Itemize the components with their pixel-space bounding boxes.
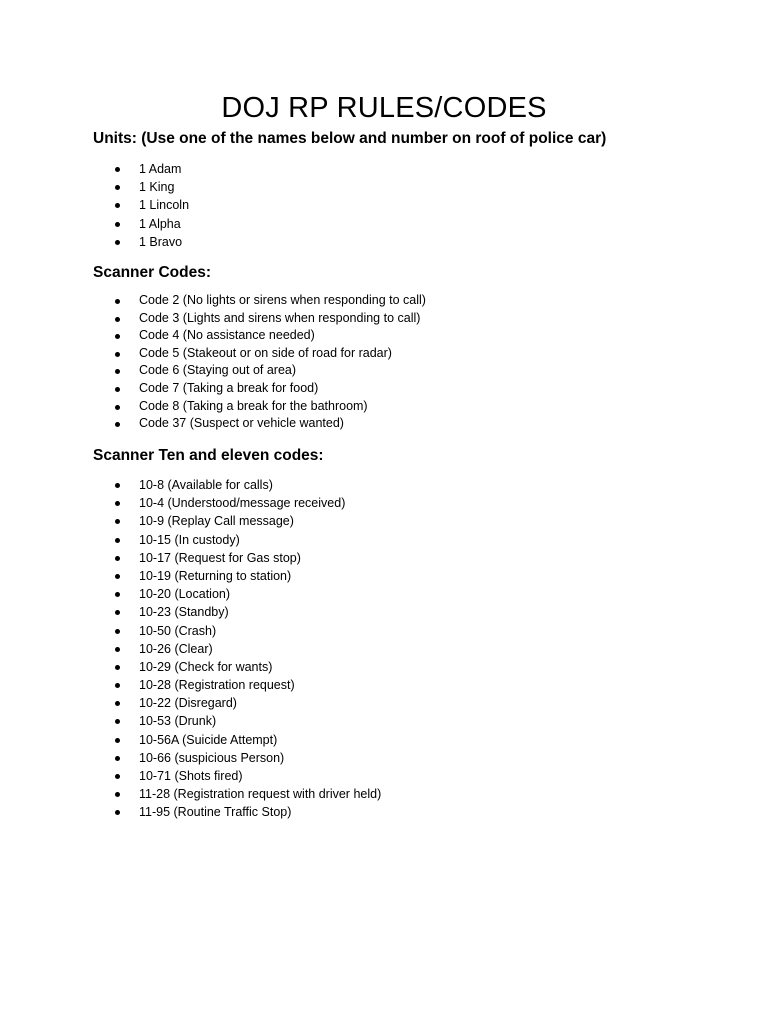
bullet-icon: [115, 629, 120, 634]
scanner-code-item: [0, 292, 426, 310]
ten-code-item: [0, 640, 381, 658]
scanner-code-item-text: Code 8 (Taking a break for the bathroom): [139, 398, 368, 413]
ten-codes-list: [0, 476, 381, 822]
bullet-icon: [115, 299, 120, 304]
bullet-icon: [115, 774, 120, 779]
scanner-code-item: [0, 415, 426, 433]
unit-item: [0, 233, 189, 251]
ten-code-item-text: 10-50 (Crash): [139, 623, 217, 638]
unit-item-text: 1 Bravo: [139, 234, 183, 249]
unit-item: [0, 215, 189, 233]
ten-codes-heading: Scanner Ten and eleven codes:: [93, 447, 324, 464]
units-heading: Units: (Use one of the names below and number on roof of police car): [93, 130, 607, 147]
bullet-icon: [115, 538, 120, 543]
ten-code-item-text: 10-71 (Shots fired): [139, 769, 243, 783]
bullet-icon: [115, 701, 120, 706]
bullet-icon: [115, 665, 120, 670]
bullet-icon: [115, 185, 120, 190]
scanner-code-item: [0, 380, 426, 398]
bullet-icon: [115, 369, 120, 374]
ten-code-item: [0, 676, 381, 694]
ten-code-item-text: 10-20 (Location): [139, 587, 231, 602]
bullet-icon: [115, 317, 120, 322]
bullet-icon: [115, 574, 120, 579]
ten-code-item-text: 10-15 (In custody): [139, 532, 240, 547]
bullet-icon: [115, 519, 120, 524]
ten-code-item-text: 10-28 (Registration request): [139, 678, 295, 693]
scanner-code-item-text: Code 7 (Taking a break for food): [139, 380, 319, 395]
bullet-icon: [115, 501, 120, 506]
ten-code-item-text: 10-66 (suspicious Person): [139, 750, 285, 765]
scanner-code-item-text: Code 5 (Stakeout or on side of road for radar): [139, 345, 392, 360]
scanner-code-item-text: Code 37 (Suspect or vehicle wanted): [139, 416, 344, 431]
ten-code-item-text: 10-29 (Check for wants): [139, 659, 273, 674]
unit-item: [0, 178, 189, 196]
ten-code-item-text: 10-22 (Disregard): [139, 696, 237, 711]
bullet-icon: [115, 683, 120, 688]
unit-item: [0, 160, 189, 178]
bullet-icon: [115, 387, 120, 392]
ten-code-item: [0, 731, 381, 749]
bullet-icon: [115, 167, 120, 172]
units-list: [0, 160, 189, 251]
ten-code-item: [0, 767, 381, 785]
ten-code-item: [0, 785, 381, 803]
ten-code-item-text: 10-17 (Request for Gas stop): [139, 550, 301, 565]
bullet-icon: [115, 483, 120, 488]
ten-code-item-text: 10-19 (Returning to station): [139, 568, 292, 583]
bullet-icon: [115, 647, 120, 652]
ten-code-item-text: 10-53 (Drunk): [139, 714, 217, 729]
scanner-codes-list: [0, 292, 426, 433]
ten-code-item-text: 10-26 (Clear): [139, 641, 213, 656]
unit-item: [0, 196, 189, 214]
unit-item-text: 1 Lincoln: [139, 198, 190, 213]
ten-code-item-text: 11-95 (Routine Traffic Stop): [139, 805, 292, 820]
bullet-icon: [115, 405, 120, 410]
ten-code-item: [0, 512, 381, 530]
bullet-icon: [115, 240, 120, 245]
ten-code-item-text: 11-28 (Registration request with driver held): [139, 787, 382, 802]
scanner-code-item: [0, 345, 426, 363]
ten-code-item-text: 10-8 (Available for calls): [139, 478, 273, 492]
bullet-icon: [115, 222, 120, 227]
scanner-codes-heading: Scanner Codes:: [93, 264, 212, 281]
unit-item-text: 1 King: [139, 180, 175, 195]
ten-code-item: [0, 585, 381, 603]
bullet-icon: [115, 738, 120, 743]
unit-item-text: 1 Adam: [139, 162, 182, 176]
ten-code-item: [0, 476, 381, 494]
ten-code-item: [0, 549, 381, 567]
scanner-code-item: [0, 327, 426, 345]
bullet-icon: [115, 719, 120, 724]
bullet-icon: [115, 610, 120, 615]
bullet-icon: [115, 810, 120, 815]
scanner-code-item-text: Code 2 (No lights or sirens when responding to call): [139, 293, 426, 307]
scanner-code-item: [0, 310, 426, 328]
bullet-icon: [115, 756, 120, 761]
unit-item-text: 1 Alpha: [139, 216, 181, 231]
bullet-icon: [115, 334, 120, 339]
ten-code-item: [0, 749, 381, 767]
scanner-code-item: [0, 398, 426, 416]
bullet-icon: [115, 422, 120, 427]
ten-code-item: [0, 494, 381, 512]
ten-code-item: [0, 694, 381, 712]
scanner-code-item-text: Code 3 (Lights and sirens when responding to call): [139, 310, 421, 325]
ten-code-item-text: 10-4 (Understood/message received): [139, 496, 346, 511]
ten-code-item: [0, 567, 381, 585]
ten-code-item: [0, 712, 381, 730]
ten-code-item: [0, 803, 381, 821]
ten-code-item: [0, 658, 381, 676]
page-title: DOJ RP RULES/CODES: [221, 92, 547, 124]
ten-code-item-text: 10-56A (Suicide Attempt): [139, 732, 278, 747]
bullet-icon: [115, 556, 120, 561]
scanner-code-item-text: Code 6 (Staying out of area): [139, 363, 297, 378]
scanner-code-item-text: Code 4 (No assistance needed): [139, 328, 315, 343]
ten-code-item-text: 10-9 (Replay Call message): [139, 514, 294, 529]
bullet-icon: [115, 792, 120, 797]
scanner-code-item: [0, 362, 426, 380]
ten-code-item: [0, 531, 381, 549]
ten-code-item: [0, 622, 381, 640]
bullet-icon: [115, 352, 120, 357]
ten-code-item-text: 10-23 (Standby): [139, 605, 229, 620]
ten-code-item: [0, 603, 381, 621]
bullet-icon: [115, 592, 120, 597]
bullet-icon: [115, 203, 120, 208]
